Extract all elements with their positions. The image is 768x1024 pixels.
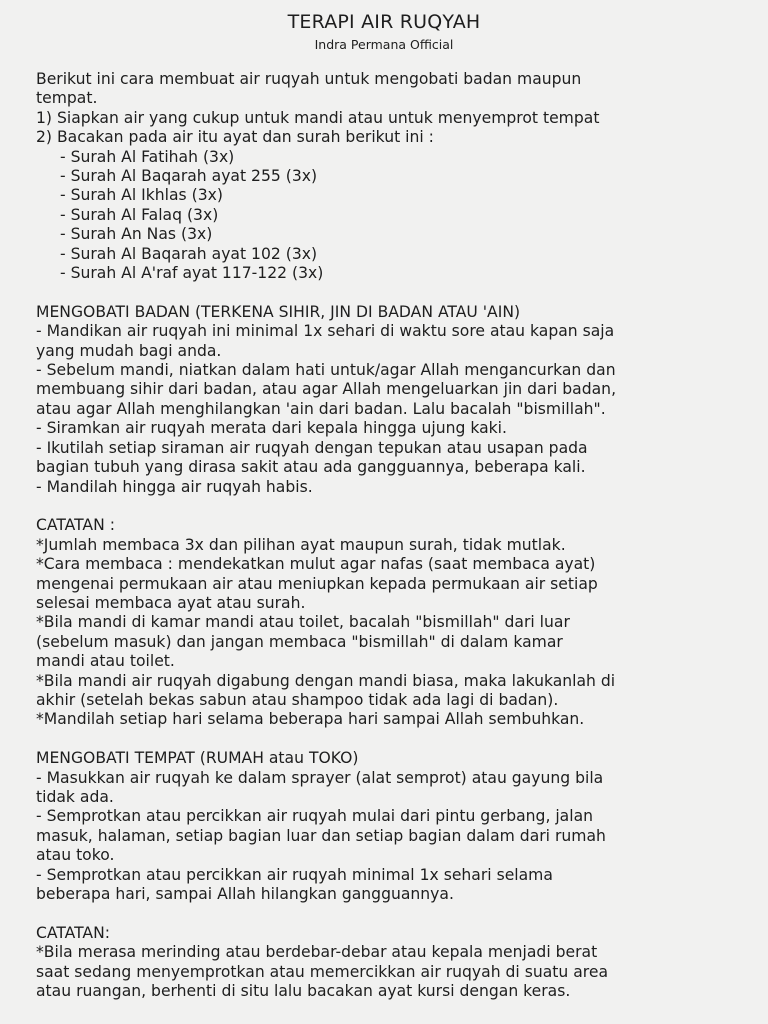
badan-line: - Mandilah hingga air ruqyah habis.	[36, 477, 313, 496]
badan-line: - Ikutilah setiap siraman air ruqyah dengan tepukan atau usapan pada	[36, 438, 588, 457]
intro-line: tempat.	[36, 89, 98, 108]
spacer	[36, 497, 748, 516]
section-heading-catatan-2: CATATAN:	[36, 923, 111, 942]
catatan-line: *Cara membaca : mendekatkan mulut agar nafas (saat membaca ayat)	[36, 555, 596, 574]
tempat-line: masuk, halaman, setiap bagian luar dan setiap bagian dalam dari rumah	[36, 826, 606, 845]
surah-item: - Surah Al Baqarah ayat 102 (3x)	[60, 244, 318, 263]
catatan-line: mengenai permukaan air atau meniupkan kepada permukaan air setiap	[36, 574, 598, 593]
tempat-line: beberapa hari, sampai Allah hilangkan gangguannya.	[36, 885, 454, 904]
badan-line: membuang sihir dari badan, atau agar Allah mengeluarkan jin dari badan,	[36, 380, 617, 399]
surah-item: - Surah Al Fatihah (3x)	[60, 147, 235, 166]
document-subtitle: Indra Permana Official	[314, 37, 454, 52]
badan-line: yang mudah bagi anda.	[36, 341, 222, 360]
badan-line: atau agar Allah menghilangkan 'ain dari badan. Lalu bacalah "bismillah".	[36, 399, 606, 418]
catatan-2-line: atau ruangan, berhenti di situ lalu bacakan ayat kursi dengan keras.	[36, 982, 571, 1001]
tempat-line: - Semprotkan atau percikkan air ruqyah minimal 1x sehari selama	[36, 865, 553, 884]
section-heading-catatan: CATATAN :	[36, 516, 115, 535]
document-body	[36, 70, 748, 1001]
catatan-2-line: *Bila merasa merinding atau berdebar-debar atau kepala menjadi berat	[36, 943, 598, 962]
tempat-line: atau toko.	[36, 846, 115, 865]
catatan-line: *Bila mandi di kamar mandi atau toilet, bacalah "bismillah" dari luar	[36, 613, 570, 632]
catatan-line: mandi atau toilet.	[36, 652, 175, 671]
section-heading-badan: MENGOBATI BADAN (TERKENA SIHIR, JIN DI BADAN ATAU 'AIN)	[36, 302, 521, 321]
tempat-line: tidak ada.	[36, 787, 114, 806]
catatan-line: *Jumlah membaca 3x dan pilihan ayat maupun surah, tidak mutlak.	[36, 535, 566, 554]
surah-item: - Surah Al Baqarah ayat 255 (3x)	[60, 167, 318, 186]
section-heading-tempat: MENGOBATI TEMPAT (RUMAH atau TOKO)	[36, 749, 359, 768]
catatan-line: *Bila mandi air ruqyah digabung dengan mandi biasa, maka lakukanlah di	[36, 671, 616, 690]
badan-line: - Sebelum mandi, niatkan dalam hati untuk/agar Allah mengancurkan dan	[36, 361, 616, 380]
badan-line: - Siramkan air ruqyah merata dari kepala hingga ujung kaki.	[36, 419, 507, 438]
document-title: TERAPI AIR RUQYAH	[287, 11, 481, 33]
spacer	[36, 904, 748, 923]
catatan-line: selesai membaca ayat atau surah.	[36, 593, 306, 612]
spacer	[36, 730, 748, 749]
catatan-line: (sebelum masuk) dan jangan membaca "bismillah" di dalam kamar	[36, 632, 563, 651]
catatan-line: *Mandilah setiap hari selama beberapa hari sampai Allah sembuhkan.	[36, 710, 585, 729]
badan-line: - Mandikan air ruqyah ini minimal 1x sehari di waktu sore atau kapan saja	[36, 322, 615, 341]
catatan-line: akhir (setelah bekas sabun atau shampoo tidak ada lagi di badan).	[36, 690, 559, 709]
catatan-2-line: saat sedang menyemprotkan atau memercikkan air ruqyah di suatu area	[36, 962, 609, 981]
surah-item: - Surah Al Falaq (3x)	[60, 205, 219, 224]
tempat-line: - Masukkan air ruqyah ke dalam sprayer (alat semprot) atau gayung bila	[36, 768, 604, 787]
intro-line: Berikut ini cara membuat air ruqyah untuk mengobati badan maupun	[36, 70, 582, 88]
badan-line: bagian tubuh yang dirasa sakit atau ada gangguannya, beberapa kali.	[36, 458, 586, 477]
step-line: 1) Siapkan air yang cukup untuk mandi atau untuk menyemprot tempat	[36, 108, 600, 127]
tempat-line: - Semprotkan atau percikkan air ruqyah mulai dari pintu gerbang, jalan	[36, 807, 594, 826]
surah-item: - Surah Al Ikhlas (3x)	[60, 186, 223, 205]
spacer	[36, 283, 748, 302]
step-line: 2) Bacakan pada air itu ayat dan surah berikut ini :	[36, 128, 434, 147]
surah-item: - Surah Al A'raf ayat 117-122 (3x)	[60, 264, 324, 283]
surah-item: - Surah An Nas (3x)	[60, 225, 213, 244]
